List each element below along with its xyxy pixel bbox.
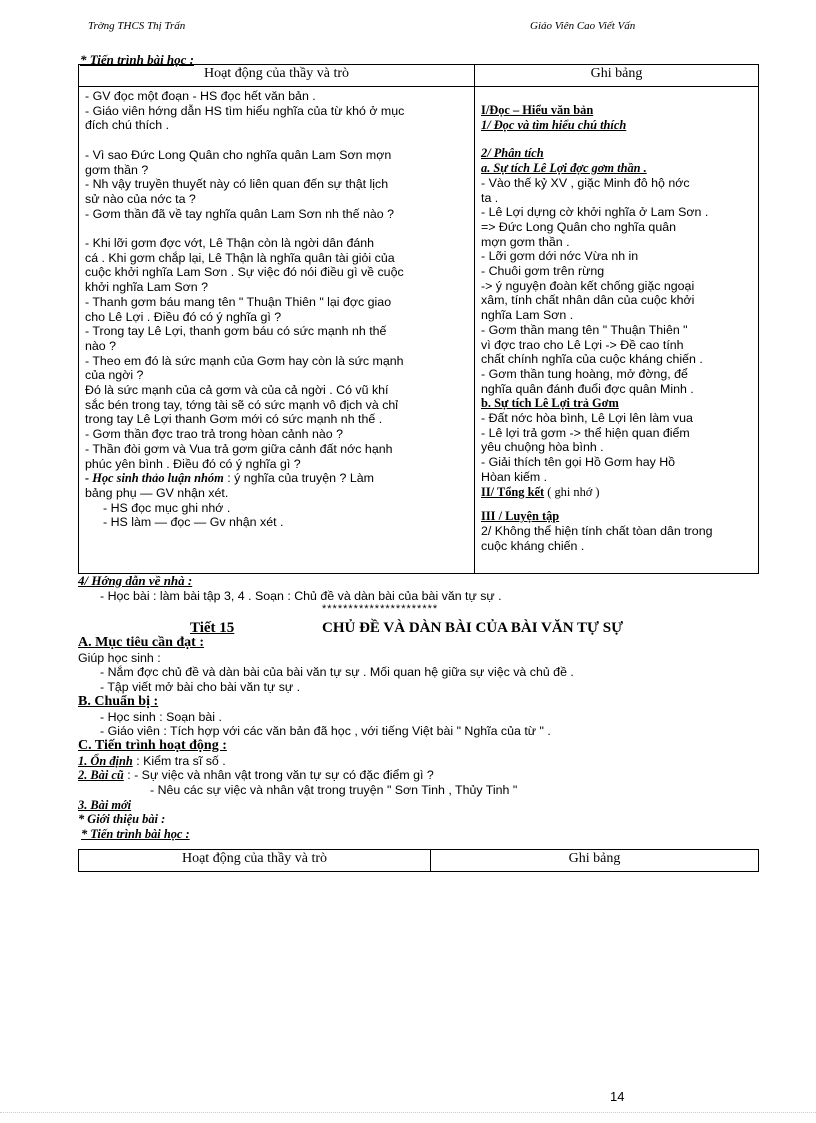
activity-line: khởi nghĩa Lam Sơn ?	[85, 280, 209, 295]
heading-analysis: 2/ Phân tích	[481, 146, 544, 161]
heading-summary: II/ Tổng kết ( ghi nhớ )	[481, 484, 600, 499]
activities-cell	[79, 87, 475, 574]
notes-c-lines	[481, 524, 753, 553]
activity-line: nào ?	[85, 338, 117, 353]
section-b-item: - Học sinh : Soạn bài .	[100, 709, 222, 724]
section-a-intro: Giúp học sinh :	[78, 650, 161, 665]
heading-practice: III / Luyện tập	[481, 509, 560, 524]
activity-line: - Theo em đó là sức mạnh của Gơm hay còn là sức mạnh	[85, 353, 404, 368]
section-a-item: - Nắm đợc chủ đề và dàn bài của bài văn tự sự . Mối quan hệ giữa sự việc và chủ đề .	[100, 665, 574, 680]
intro-heading: * Giới thiệu bài :	[78, 812, 166, 827]
section-c-heading: C. Tiến trình hoạt động :	[78, 737, 227, 753]
activity-line: - Giáo viên hớng dẫn HS tìm hiểu nghĩa của từ khó ở mục	[85, 103, 405, 118]
section-b-item: - Giáo viên : Tích hợp với các văn bản đã học , với tiếng Việt bài " Nghĩa của từ " .	[100, 724, 551, 739]
discussion-line: - Học sinh thảo luận nhóm : ý nghĩa của truyện ? Làm	[85, 471, 374, 486]
note-line: vì đợc trao cho Lê Lợi -> Đề cao tính	[481, 337, 684, 352]
activity-line: sử nào của nớc ta ?	[85, 191, 196, 206]
lesson-period: Tiết 15	[190, 620, 235, 636]
activity-line: - Thần đòi gơm và Vua trả gơm giữa cảnh đất nớc hạnh	[85, 441, 393, 456]
note-line: chất chính nghĩa của cuộc kháng chiến .	[481, 352, 703, 367]
note-line: Hòan kiếm .	[481, 469, 548, 484]
note-line: 2/ Không thể hiện tính chất tòan dân trong	[481, 523, 713, 538]
process-heading-2: * Tiến trình bài học :	[81, 827, 190, 842]
notes-a-lines	[481, 176, 753, 397]
activity-lines	[85, 89, 469, 471]
activity-line: - Thanh gơm báu mang tên " Thuận Thiên " lại đợc giao	[85, 294, 392, 309]
note-line: yêu chuộng hòa bình .	[481, 440, 604, 455]
lesson-body	[78, 636, 574, 842]
heading-read-sub: 1/ Đọc và tìm hiểu chú thích	[481, 117, 627, 132]
note-line: cuộc kháng chiến .	[481, 538, 585, 553]
activity-line: - Trong tay Lê Lợi, thanh gơm báu có sức mạnh nh thế	[85, 324, 387, 339]
heading-read: I/Đọc – Hiểu văn bản	[481, 103, 594, 117]
process-heading: * Tiến trình bài học :	[80, 52, 195, 67]
note-line: nghĩa quân đánh đuổi đợc quân Minh .	[481, 381, 694, 396]
sub-item: - HS đọc mục ghi nhớ .	[103, 500, 231, 515]
discussion-line-2: bảng phụ — GV nhận xét.	[85, 485, 229, 500]
note-line: - Đất nớc hòa bình, Lê Lợi lên làm vua	[481, 411, 693, 426]
note-line: ta .	[481, 190, 499, 205]
page-bottom-divider	[0, 1112, 816, 1113]
activity-line	[85, 221, 469, 236]
c2-line-2: - Nêu các sự việc và nhân vật trong truyện " Sơn Tinh , Thủy Tinh "	[150, 783, 518, 798]
activity-line: - Gơm thần đợc trao trả trong hòan cảnh nào ?	[85, 427, 344, 442]
sub-item: - HS làm — đọc — Gv nhận xét .	[103, 515, 284, 530]
notes-cell	[475, 87, 759, 574]
note-line: - Lê lợi trả gơm -> thể hiện quan điểm	[481, 425, 690, 440]
c1-line: 1. Ổn định : Kiểm tra sĩ số .	[78, 753, 226, 768]
section-b-heading: B. Chuẩn bị :	[78, 693, 159, 709]
activity-line: cuộc khởi nghĩa Lam Sơn . Sự việc đó nói điều gì về cuộc	[85, 265, 404, 280]
notes-b-lines	[481, 411, 753, 485]
c3-line: 3. Bài mới	[78, 797, 132, 812]
activity-line: cá . Khi gơm chắp lại, Lê Thận là nghĩa quân tài giỏi của	[85, 250, 395, 265]
activity-line: sắc bén trong tay, tớng tài sẽ có sức mạnh vô địch và chỉ	[85, 397, 399, 412]
activity-line: trong tay Lê Lợi thanh Gơm mới có sức mạnh nh thế .	[85, 412, 383, 427]
note-line: => Đức Long Quân cho nghĩa quân	[481, 219, 676, 234]
activity-line: gơm thần ?	[85, 162, 149, 177]
col-header-notes-2: Ghi bảng	[431, 850, 759, 872]
activity-line: - Vì sao Đức Long Quân cho nghĩa quân Lam Sơn mợn	[85, 147, 392, 162]
note-line: - Gơm thần mang tên " Thuận Thiên "	[481, 322, 688, 337]
note-line: - Giải thích tên gọi Hồ Gơm hay Hồ	[481, 455, 676, 470]
homework-heading: 4/ Hớng dẫn về nhà :	[78, 573, 193, 588]
page-number: 14	[610, 1089, 625, 1104]
activity-line: - Khi lỡi gơm đợc vớt, Lê Thận còn là ngời dân đánh	[85, 236, 375, 250]
lesson-table-2	[78, 849, 759, 872]
activity-line: phúc yên bình . Điều đó có ý nghĩa gì ?	[85, 456, 301, 471]
activity-line: - Nh vậy truyền thuyết này có liên quan đến sự thật lịch	[85, 177, 389, 192]
note-line: - Vào thế kỷ XV , giặc Minh đô hộ nớc	[481, 175, 690, 190]
note-line: - Gơm thần tung hoàng, mở đờng, để	[481, 366, 688, 381]
heading-analysis-a: a. Sự tích Lê Lợi đợc gơm thần .	[481, 161, 647, 176]
note-line: nghĩa Lam Sơn .	[481, 308, 574, 323]
col-header-activities-2: Hoạt động của thầy và trò	[79, 850, 431, 872]
homework-item: - Học bài : làm bài tập 3, 4 . Soạn : Chủ đề và dàn bài của bài văn tự sự .	[100, 589, 502, 603]
header-teacher: Giáo Viên Cao Viết Vấn	[530, 20, 636, 32]
heading-analysis-b: b. Sự tích Lê Lợi trả Gơm	[481, 396, 619, 411]
note-line: mợn gơm thần .	[481, 234, 570, 249]
c2-line: 2. Bài cũ : - Sự việc và nhân vật trong văn tự sự có đặc điểm gì ?	[78, 768, 434, 783]
activity-line: Đó là sức mạnh của cả gơm và của cả ngời . Có vũ khí	[85, 383, 389, 398]
note-line: -> ý nguyện đoàn kết chống giặc ngoại	[481, 278, 695, 293]
note-line: - Lỡi gơm dới nớc Vừa nh in	[481, 249, 639, 264]
activity-line	[85, 133, 469, 148]
section-a-heading: A. Mục tiêu cần đạt :	[78, 635, 204, 650]
lesson-title: CHỦ ĐỀ VÀ DÀN BÀI CỦA BÀI VĂN TỰ SỰ	[322, 620, 624, 636]
activity-line: của ngời ?	[85, 368, 144, 383]
section-a-item: - Tập viết mở bài cho bài văn tự sự .	[100, 680, 301, 695]
header-school: Trờng THCS Thị Trấn	[88, 20, 186, 32]
activity-line: đích chú thích .	[85, 118, 170, 133]
note-line: xâm, tính chất nhân dân của cuộc khởi	[481, 293, 695, 308]
note-line: - Chuôi gơm trên rừng	[481, 264, 605, 279]
activity-line: - Gơm thần đã về tay nghĩa quân Lam Sơn nh thế nào ?	[85, 206, 395, 221]
col-header-activities: Hoạt động của thầy và trò	[79, 65, 475, 87]
note-line: - Lê Lợi dựng cờ khởi nghĩa ở Lam Sơn .	[481, 205, 709, 220]
separator: **********************	[322, 603, 439, 615]
col-header-notes: Ghi bảng	[475, 65, 759, 87]
lesson-table	[78, 64, 759, 574]
activity-line: - GV đọc một đoạn - HS đọc hết văn bản .	[85, 89, 316, 103]
activity-line: cho Lê Lợi . Điều đó có ý nghĩa gì ?	[85, 309, 282, 324]
